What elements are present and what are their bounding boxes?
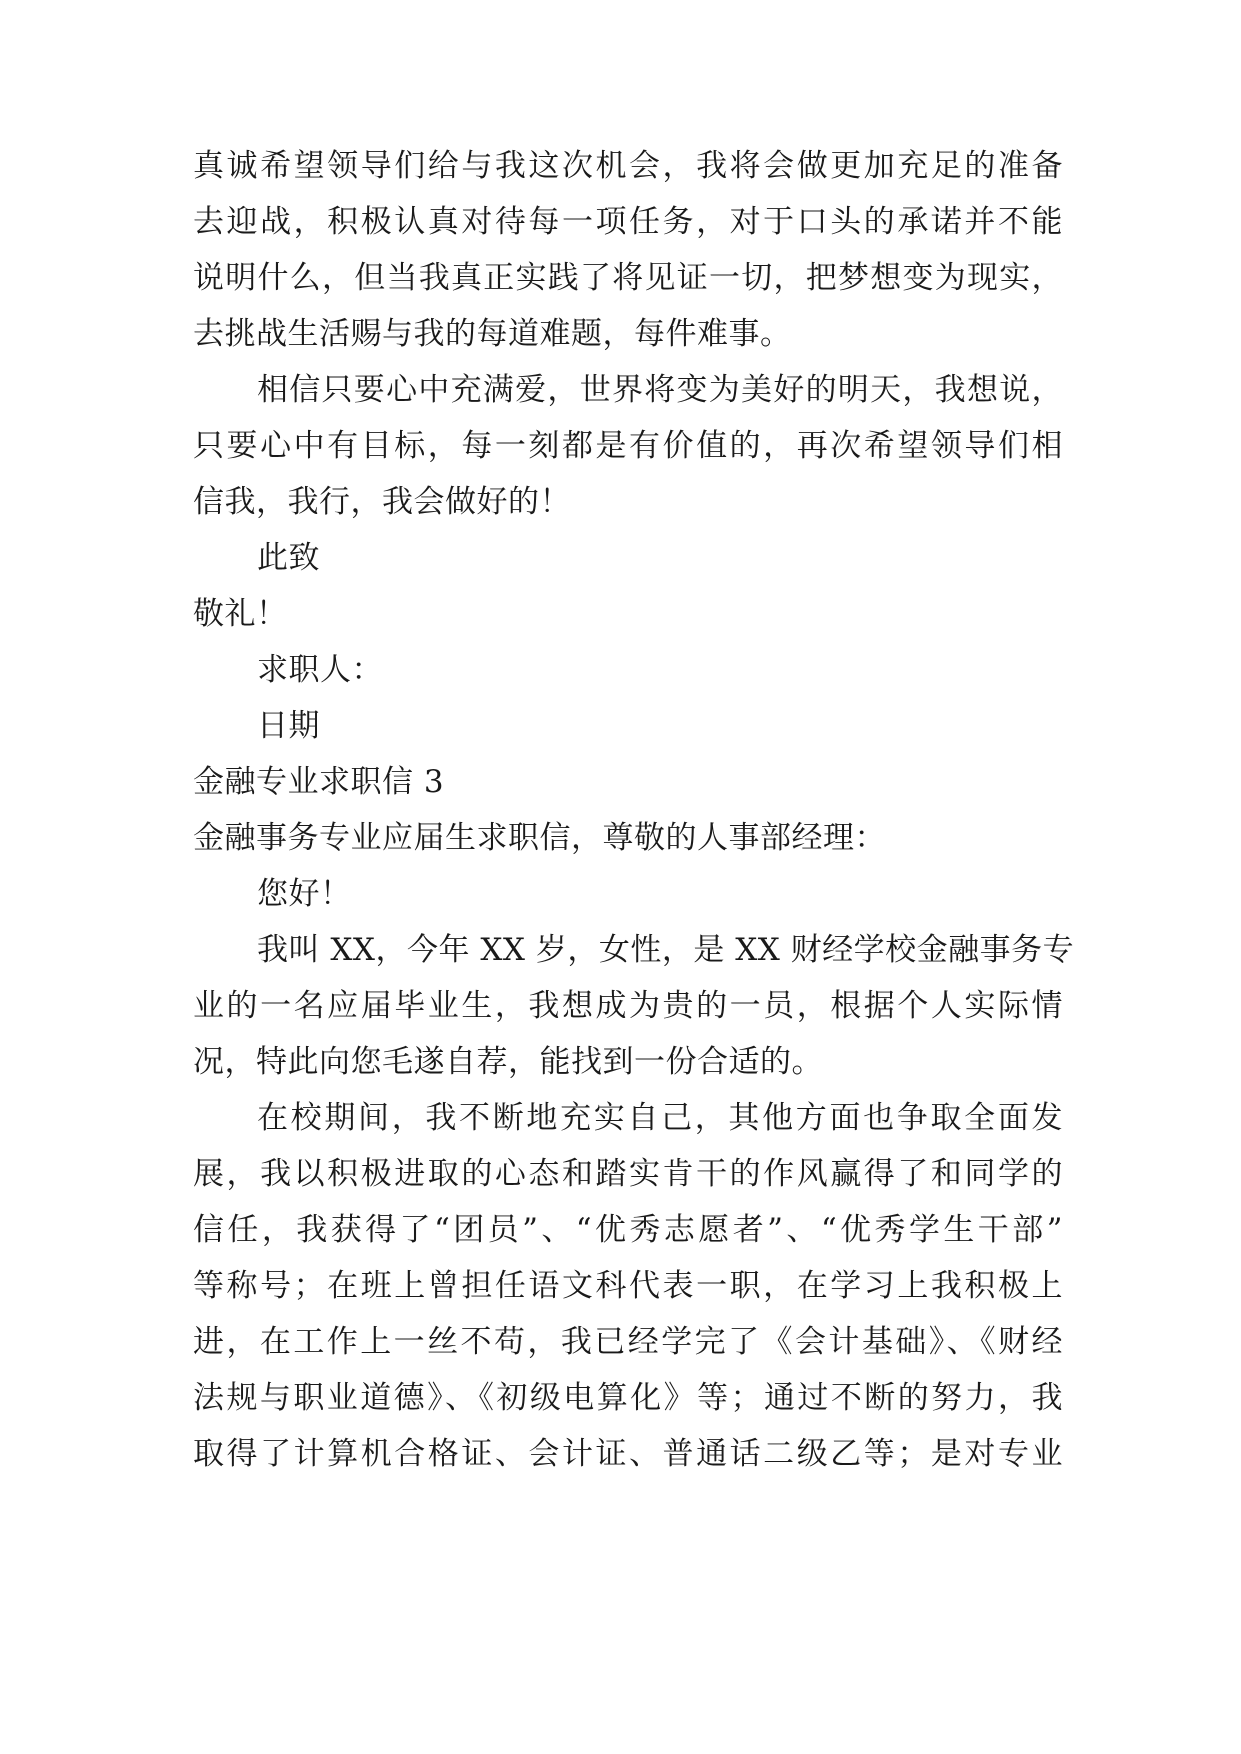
date-label: 日期 [257,708,320,744]
document-page [193,0,1075,1754]
text-line: 信任，我获得了“团员”、“优秀志愿者”、“优秀学生干部” [193,1212,1063,1248]
closing-salutation: 此致 [257,540,320,576]
text-line: 信我，我行，我会做好的！ [193,484,571,520]
text-line: 真诚希望领导们给与我这次机会，我将会做更加充足的准备 [193,148,1063,184]
text-line: 只要心中有目标，每一刻都是有价值的，再次希望领导们相 [193,428,1063,464]
closing-regards: 敬礼！ [193,596,288,632]
text-line: 取得了计算机合格证、会计证、普通话二级乙等；是对专业 [193,1436,1063,1472]
section-title: 金融专业求职信 3 [193,764,445,800]
applicant-label: 求职人： [257,652,383,688]
text-line: 说明什么，但当我真正实践了将见证一切，把梦想变为现实， [193,260,1063,296]
text-line: 我叫 XX，今年 XX 岁，女性，是 XX 财经学校金融事务专 [257,932,1075,968]
text-line: 况，特此向您毛遂自荐，能找到一份合适的。 [193,1044,823,1080]
text-line: 展，我以积极进取的心态和踏实肯干的作风赢得了和同学的 [193,1156,1063,1192]
text-line: 等称号；在班上曾担任语文科代表一职，在学习上我积极上 [193,1268,1063,1304]
letter-heading: 金融事务专业应届生求职信，尊敬的人事部经理： [193,820,886,856]
text-line: 去挑战生活赐与我的每道难题，每件难事。 [193,316,792,352]
greeting: 您好！ [257,876,352,912]
text-line: 相信只要心中充满爱，世界将变为美好的明天，我想说， [257,372,1063,408]
text-line: 业的一名应届毕业生，我想成为贵的一员，根据个人实际情 [193,988,1063,1024]
text-line: 法规与职业道德》、《初级电算化》等；通过不断的努力，我 [193,1380,1063,1416]
text-line: 去迎战，积极认真对待每一项任务，对于口头的承诺并不能 [193,204,1063,240]
text-line: 进，在工作上一丝不苟，我已经学完了《会计基础》、《财经 [193,1324,1063,1360]
text-line: 在校期间，我不断地充实自己，其他方面也争取全面发 [257,1100,1063,1136]
